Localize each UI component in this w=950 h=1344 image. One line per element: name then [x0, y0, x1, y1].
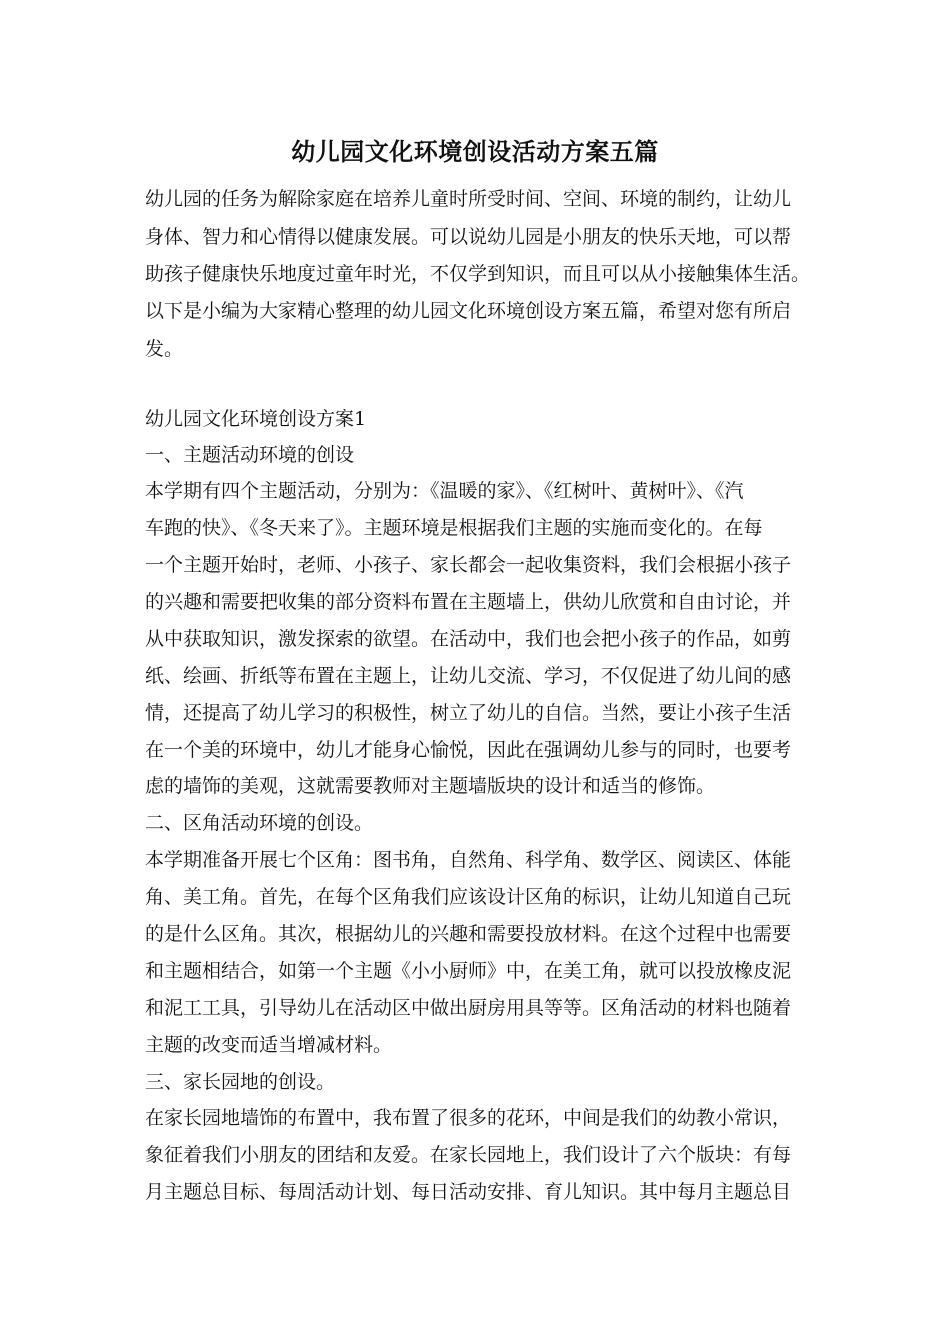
document-title: 幼儿园文化环境创设活动方案五篇 [291, 137, 659, 166]
body-line: 月主题总目标、每周活动计划、每日活动安排、育儿知识。其中每月主题总目 [145, 1181, 792, 1203]
subheading-3: 三、家长园地的创设。 [145, 1071, 336, 1093]
body-line: 的兴趣和需要把收集的部分资料布置在主题墙上，供幼儿欣赏和自由讨论，并 [145, 591, 792, 613]
intro-line-2: 身体、智力和心情得以健康发展。可以说幼儿园是小朋友的快乐天地，可以帮 [145, 226, 792, 248]
body-line: 角、美工角。首先，在每个区角我们应该设计区角的标识，让幼儿知道自己玩 [145, 886, 792, 908]
body-line: 和泥工工具，引导幼儿在活动区中做出厨房用具等等。区角活动的材料也随着 [145, 997, 792, 1019]
body-line: 车跑的快》、《冬天来了》。主题环境是根据我们主题的实施而变化的。在每 [145, 517, 763, 539]
body-line: 主题的改变而适当增减材料。 [145, 1034, 393, 1056]
body-line: 在家长园地墙饰的布置中，我布置了很多的花环，中间是我们的幼教小常识， [145, 1107, 792, 1129]
body-line: 本学期有四个主题活动，分别为：《温暖的家》、《红树叶、黄树叶》、《汽 [145, 480, 744, 502]
body-line: 虑的墙饰的美观，这就需要教师对主题墙版块的设计和适当的修饰。 [145, 775, 716, 797]
intro-line-5: 发。 [145, 338, 184, 360]
body-line: 在一个美的环境中，幼儿才能身心愉悦，因此在强调幼儿参与的同时，也要考 [145, 739, 792, 761]
body-line: 本学期准备开展七个区角：图书角，自然角、科学角、数学区、阅读区、体能 [145, 849, 792, 871]
intro-line-3: 助孩子健康快乐地度过童年时光，不仅学到知识，而且可以从小接触集体生活。 [145, 263, 811, 285]
subheading-2: 二、区角活动环境的创设。 [145, 812, 374, 834]
body-line: 和主题相结合，如第一个主题《小小厨师》中，在美工角，就可以投放橡皮泥 [145, 960, 792, 982]
section-heading: 幼儿园文化环境创设方案1 [145, 408, 367, 430]
body-line: 纸、绘画、折纸等布置在主题上，让幼儿交流、学习，不仅促进了幼儿间的感 [145, 665, 792, 687]
intro-line-4: 以下是小编为大家精心整理的幼儿园文化环境创设方案五篇，希望对您有所启 [145, 300, 792, 322]
body-line: 情，还提高了幼儿学习的积极性，树立了幼儿的自信。当然，要让小孩子生活 [145, 702, 792, 724]
body-line: 从中获取知识，激发探索的欲望。在活动中，我们也会把小孩子的作品，如剪 [145, 628, 792, 650]
body-line: 象征着我们小朋友的团结和友爱。在家长园地上，我们设计了六个版块：有每 [145, 1144, 792, 1166]
intro-line-1: 幼儿园的任务为解除家庭在培养儿童时所受时间、空间、环境的制约，让幼儿 [145, 188, 792, 210]
body-line: 的是什么区角。其次，根据幼儿的兴趣和需要投放材料。在这个过程中也需要 [145, 923, 792, 945]
body-line: 一个主题开始时，老师、小孩子、家长都会一起收集资料，我们会根据小孩子 [145, 554, 792, 576]
subheading-1: 一、主题活动环境的创设 [145, 444, 355, 466]
